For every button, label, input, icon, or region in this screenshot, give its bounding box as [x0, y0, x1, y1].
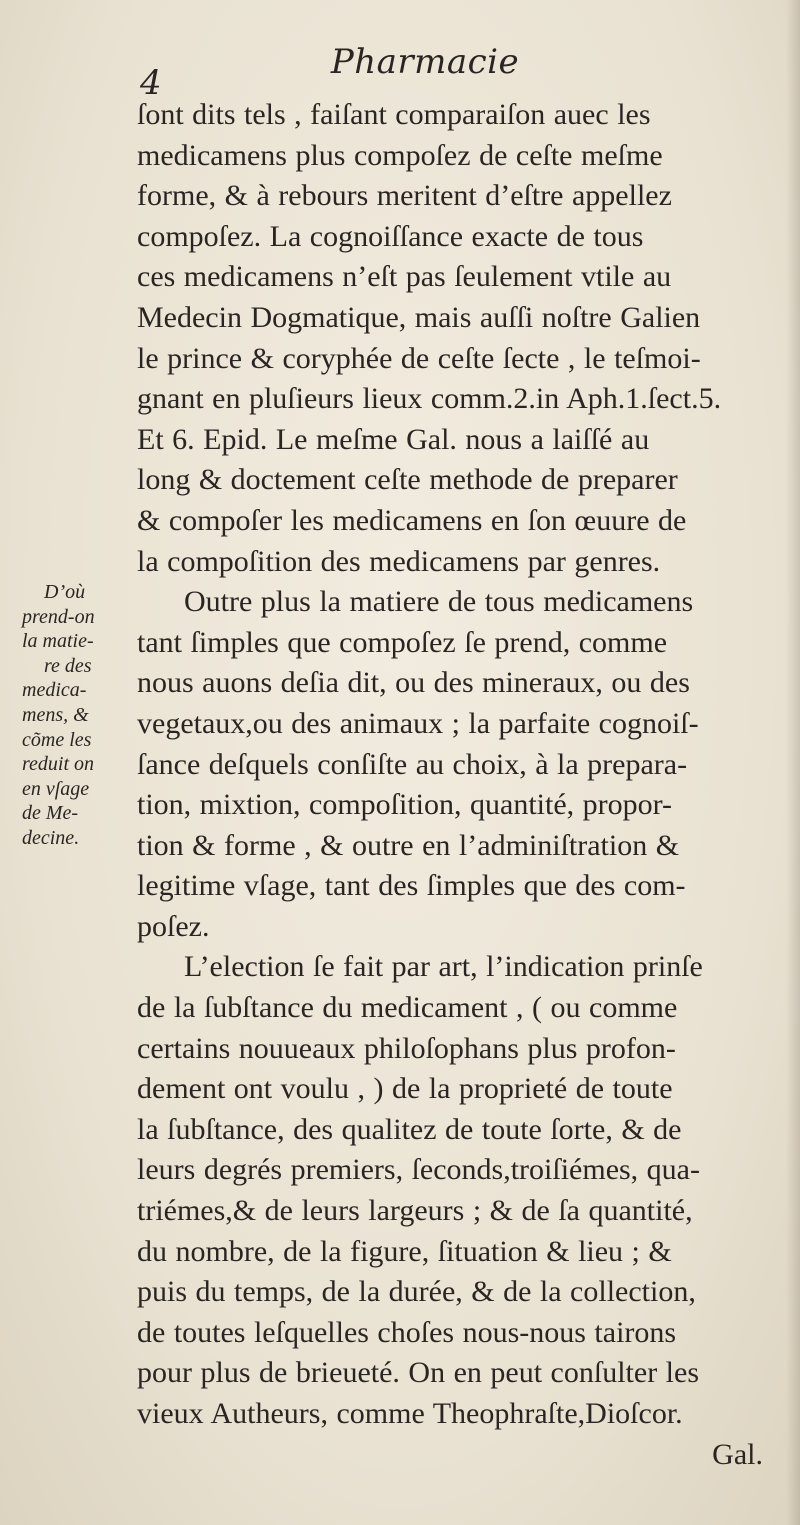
text-line: ſont dits tels , faiſant comparaiſon auec les	[137, 98, 651, 131]
text-line: ſance deſquels conſiſte au choix, à la prepara-	[137, 747, 688, 781]
marginal-note-line: cõme les	[22, 728, 92, 751]
paragraph-start-line: L’election ſe fait par art, l’indication prinſe	[184, 950, 703, 984]
text-line: la ſubſtance, des qualitez de toute ſorte, & de	[137, 1112, 682, 1146]
text-line: ces medicamens n’eſt pas ſeulement vtile au	[137, 260, 672, 294]
text-line: Medecin Dogmatique, mais auſſi noſtre Galien	[137, 300, 701, 334]
catchword: Gal.	[712, 1437, 763, 1471]
marginal-note-line: medica-	[22, 679, 87, 702]
text-line: medicamens plus compoſez de ceſte meſme	[137, 138, 663, 172]
text-line: vieux Autheurs, comme Theophraſte,Dioſcor.	[137, 1397, 683, 1430]
text-line: Et 6. Epid. Le meſme Gal. nous a laiſſé au	[137, 422, 650, 456]
marginal-note-line: reduit on	[22, 753, 95, 776]
text-line: long & doctement ceſte methode de preparer	[137, 463, 678, 497]
text-line: certains nouueaux philoſophans plus profon-	[137, 1031, 676, 1065]
text-line: legitime vſage, tant des ſimples que des com-	[137, 869, 686, 903]
marginal-note-line: la matie-	[22, 630, 94, 653]
marginal-note-line: en vſage	[22, 777, 90, 800]
text-line: tion, mixtion, compoſition, quantité, propor-	[137, 788, 673, 822]
text-line: gnant en pluſieurs lieux comm.2.in Aph.1.ſect.5.	[137, 382, 722, 416]
paragraph-start-line: Outre plus la matiere de tous medicamens	[184, 585, 694, 619]
text-line: du nombre, de la figure, ſituation & lieu ; &	[137, 1234, 672, 1268]
text-line: dement ont voulu , ) de la proprieté de toute	[137, 1072, 673, 1106]
marginal-note-line: decine.	[22, 826, 80, 849]
text-line: tant ſimples que compoſez ſe prend, comme	[137, 625, 668, 659]
running-head: Pharmacie	[330, 42, 520, 82]
page-edge-shadow	[786, 0, 800, 1525]
text-line: pour plus de brieueté. On en peut conſulter les	[137, 1356, 700, 1390]
marginal-note-line: D’où	[44, 581, 86, 603]
text-line: forme, & à rebours meritent d’eſtre appellez	[137, 179, 672, 213]
text-line: puis du temps, de la durée, & de la collection,	[137, 1275, 696, 1309]
text-line: & compoſer les medicamens en ſon œuure de	[137, 503, 687, 537]
text-line: triémes,& de leurs largeurs ; & de ſa quantité,	[137, 1194, 693, 1228]
text-line: poſez.	[137, 909, 210, 943]
marginal-note-line: prend-on	[22, 605, 95, 628]
text-line: de la ſubſtance du medicament , ( ou comme	[137, 991, 678, 1025]
text-line: compoſez. La cognoiſſance exacte de tous	[137, 219, 644, 253]
text-line: de toutes leſquelles choſes nous-nous tairons	[137, 1315, 677, 1349]
marginal-note-line: re des	[44, 654, 92, 677]
page-number: 4	[140, 63, 162, 103]
main-text-block	[137, 95, 767, 1475]
marginal-note-line: de Me-	[22, 802, 79, 825]
text-line: la compoſition des medicamens par genres.	[137, 544, 661, 578]
marginal-note-line: mens, &	[22, 703, 89, 726]
text-line: le prince & coryphée de ceſte ſecte , le teſmoi-	[137, 341, 701, 375]
marginal-note	[22, 580, 142, 851]
text-line: tion & forme , & outre en l’adminiſtration &	[137, 828, 680, 862]
text-line: nous auons deſia dit, ou des mineraux, ou des	[137, 666, 690, 700]
text-line: leurs degrés premiers, ſeconds,troiſiémes, qua-	[137, 1153, 700, 1187]
text-line: vegetaux,ou des animaux ; la parfaite cognoiſ-	[137, 706, 699, 740]
